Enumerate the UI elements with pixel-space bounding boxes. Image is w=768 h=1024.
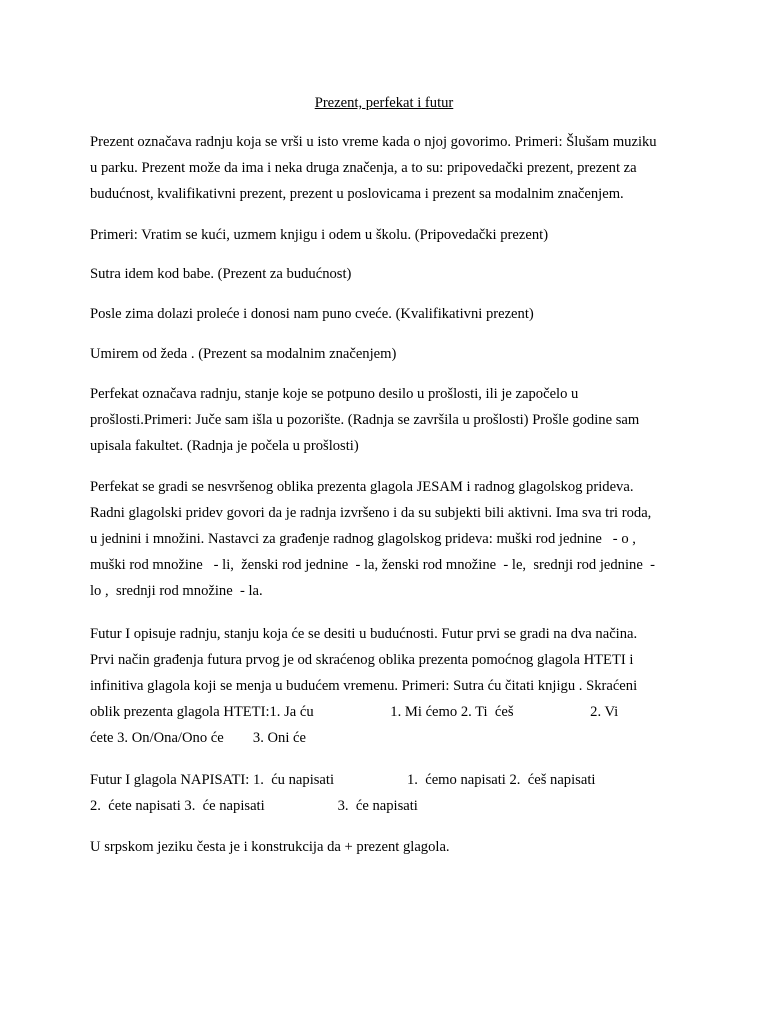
paragraph-perfekat-definition (90, 381, 639, 459)
paragraph-prezent-definition (90, 129, 657, 207)
text-line: budućnost, kvalifikativni prezent, prezent u poslovicama i prezent sa modalnim značenjem. (90, 186, 624, 202)
paragraph-buducnost-example (90, 261, 351, 287)
text-line: Sutra idem kod babe. (Prezent za budućnost) (90, 266, 352, 282)
paragraph-perfekat-formation (90, 474, 655, 604)
text-line: Perfekat se gradi se nesvršenog oblika prezenta glagola JESAM i radnog glagolskog prideva. (90, 479, 634, 495)
text-line: Futur I glagola NAPISATI: 1. ću napisati 1. ćemo napisati 2. ćeš napisati (90, 772, 596, 788)
text-line: Prezent označava radnju koja se vrši u isto vreme kada o njoj govorimo. Primeri: Šlušam muziku (90, 134, 657, 150)
text-line: 2. ćete napisati 3. će napisati 3. će napisati (90, 798, 418, 814)
text-line: upisala fakultet. (Radnja je počela u prošlosti) (90, 438, 359, 454)
text-line: oblik prezenta glagola HTETI:1. Ja ću 1. Mi ćemo 2. Ti ćeš 2. Vi (90, 704, 619, 720)
text-line: prošlosti.Primeri: Juče sam išla u pozorište. (Radnja se završila u prošlosti) Prošle godine sam (90, 412, 640, 428)
text-line: muški rod množine - li, ženski rod jednine - la, ženski rod množine - le, srednji rod jednine - (90, 557, 655, 573)
text-line: U srpskom jeziku česta je i konstrukcija da + prezent glagola. (90, 839, 450, 855)
paragraph-konstrukcija (90, 834, 450, 860)
paragraph-modalni-example (90, 341, 396, 367)
text-line: Futur I opisuje radnju, stanju koja će se desiti u budućnosti. Futur prvi se gradi na dva načina. (90, 626, 638, 642)
text-line: lo , srednji rod množine - la. (90, 583, 263, 599)
text-line: Prvi način građenja futura prvog je od skraćenog oblika prezenta pomoćnog glagola HTETI i (90, 652, 634, 668)
text-line: u parku. Prezent može da ima i neka druga značenja, a to su: pripovedački prezent, prezent za (90, 160, 637, 176)
text-line: Umirem od žeda . (Prezent sa modalnim značenjem) (90, 346, 397, 362)
text-line: Primeri: Vratim se kući, uzmem knjigu i odem u školu. (Pripovedački prezent) (90, 227, 549, 243)
paragraph-futur-napisati (90, 767, 595, 819)
text-line: u jednini i množini. Nastavci za građenje radnog glagolskog prideva: muški rod jednine - o , (90, 531, 636, 547)
text-line: ćete 3. On/Ona/Ono će 3. Oni će (90, 730, 306, 746)
paragraph-kvalifikativni-example (90, 301, 534, 327)
paragraph-pripovedacki-example (90, 222, 548, 248)
text-line: Posle zima dolazi proleće i donosi nam puno cveće. (Kvalifikativni prezent) (90, 306, 534, 322)
page-title: Prezent, perfekat i futur (314, 95, 454, 111)
text-line: Perfekat označava radnju, stanje koje se potpuno desilo u prošlosti, ili je započelo u (90, 386, 579, 402)
paragraph-futur-definition (90, 621, 637, 751)
text-line: Radni glagolski pridev govori da je radnja izvršeno i da su subjekti bili aktivni. Ima sva tri roda, (90, 505, 652, 521)
text-line: infinitiva glagola koji se menja u budućem vremenu. Primeri: Sutra ću čitati knjigu . Skraćeni (90, 678, 638, 694)
